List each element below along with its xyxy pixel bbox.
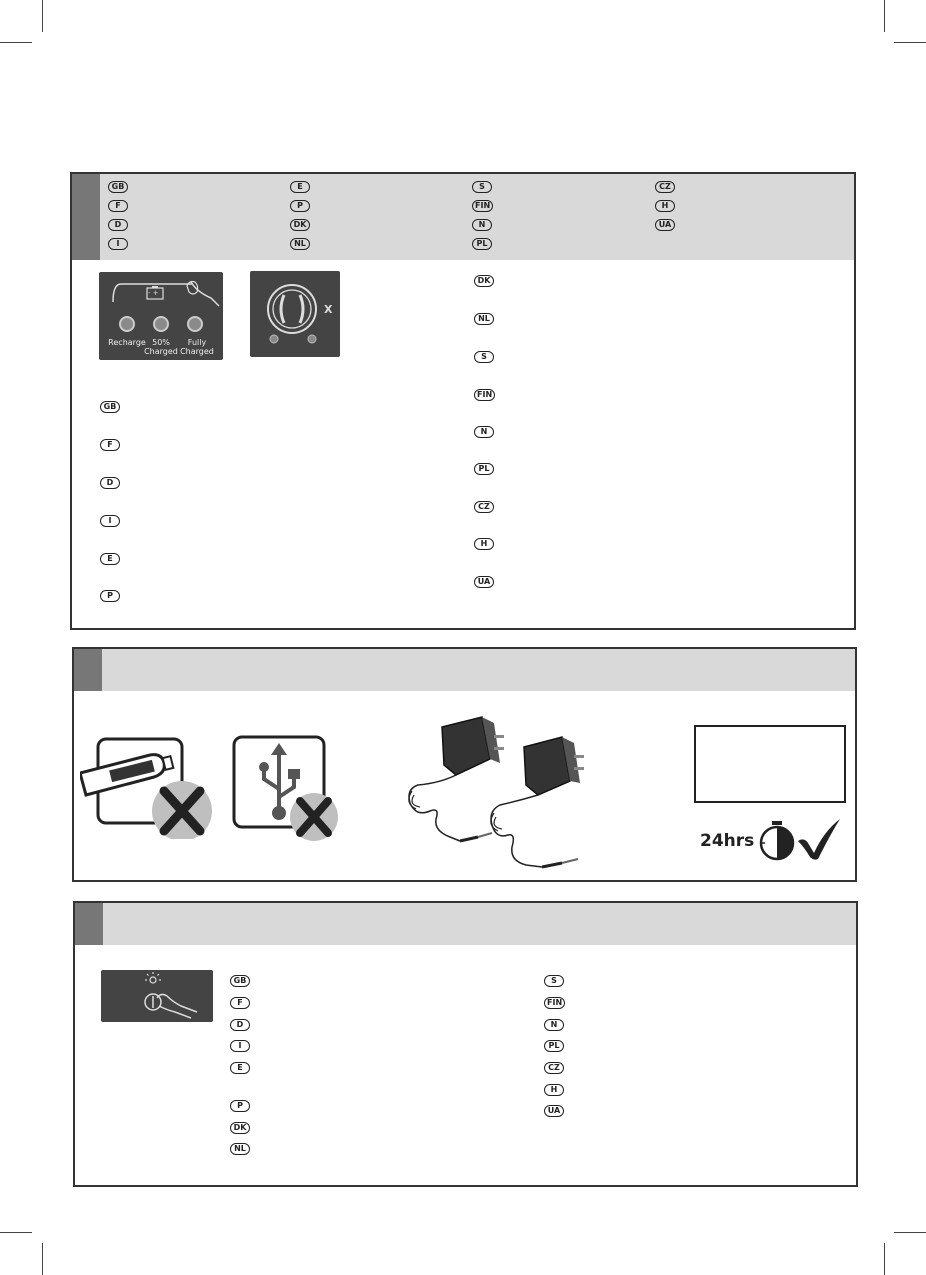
crop-mark xyxy=(42,1243,43,1275)
battery-symbol: - + xyxy=(148,289,159,297)
crop-mark xyxy=(894,42,926,43)
panel-charging xyxy=(72,647,857,882)
lang-badge-ua: UA xyxy=(474,576,494,588)
panel-tab xyxy=(74,649,102,691)
lang-badge-f: F xyxy=(100,439,120,451)
panel-header xyxy=(75,903,856,945)
lang-badge-p: P xyxy=(230,1100,250,1112)
led-status-illustration xyxy=(99,272,223,360)
lang-badge-h: H xyxy=(474,538,494,550)
panel-light xyxy=(73,901,858,1187)
crop-mark xyxy=(0,1232,32,1233)
led-label-full: Fully Charged xyxy=(180,338,214,356)
battery-button-icon xyxy=(99,272,223,312)
panel-tab xyxy=(72,174,100,260)
lang-badge-nl: NL xyxy=(474,313,494,325)
lang-badge-fin: FIN xyxy=(472,200,493,212)
no-usb-icon xyxy=(228,733,348,843)
lang-badge-h: H xyxy=(655,200,675,212)
lang-badge-e: E xyxy=(290,181,310,193)
lang-badge-p: P xyxy=(290,200,310,212)
crop-mark xyxy=(0,42,32,43)
charge-duration: 24hrs xyxy=(700,831,755,851)
lang-badge-h: H xyxy=(544,1084,564,1096)
lang-badge-ua: UA xyxy=(655,219,675,231)
lang-badge-gb: GB xyxy=(100,401,120,413)
lang-badge-n: N xyxy=(472,219,492,231)
x-mark: X xyxy=(324,303,333,316)
lang-badge-i: I xyxy=(100,515,120,527)
lang-badge-pl: PL xyxy=(544,1040,564,1052)
light-button-illustration xyxy=(101,970,213,1022)
lang-badge-dk: DK xyxy=(230,1122,250,1134)
light-icon xyxy=(101,970,213,1022)
crop-mark xyxy=(42,0,43,32)
lang-badge-fin: FIN xyxy=(544,997,565,1009)
lang-badge-pl: PL xyxy=(472,238,492,250)
no-battery-icon xyxy=(80,729,220,839)
lang-badge-n: N xyxy=(544,1019,564,1031)
led-recharge xyxy=(119,316,135,332)
lang-badge-s: S xyxy=(474,351,494,363)
lang-badge-e: E xyxy=(100,553,120,565)
device-illustration xyxy=(250,271,340,357)
power-adapter-icon xyxy=(400,713,600,888)
crop-mark xyxy=(894,1232,926,1233)
lang-badge-i: I xyxy=(108,238,128,250)
lang-badge-cz: CZ xyxy=(655,181,675,193)
crop-mark xyxy=(884,1243,885,1275)
lang-badge-dk: DK xyxy=(290,219,310,231)
led-fully-charged xyxy=(187,316,203,332)
led-label-half: 50% Charged xyxy=(144,338,178,356)
lang-badge-f: F xyxy=(108,200,128,212)
lang-badge-i: I xyxy=(230,1040,250,1052)
crop-mark xyxy=(884,0,885,32)
lang-badge-ua: UA xyxy=(544,1105,564,1117)
info-box xyxy=(694,725,846,803)
lang-badge-p: P xyxy=(100,590,120,602)
lang-badge-s: S xyxy=(472,181,492,193)
lang-badge-cz: CZ xyxy=(544,1062,564,1074)
panel-header xyxy=(74,649,855,691)
lang-badge-pl: PL xyxy=(474,463,494,475)
panel-header xyxy=(72,174,854,260)
checkmark-icon xyxy=(796,817,842,861)
lang-badge-fin: FIN xyxy=(474,389,495,401)
lang-badge-n: N xyxy=(474,426,494,438)
lang-badge-f: F xyxy=(230,997,250,1009)
lang-badge-d: D xyxy=(108,219,128,231)
panel-charge-status xyxy=(70,172,856,630)
led-label-recharge: Recharge xyxy=(108,338,146,347)
lang-badge-d: D xyxy=(100,477,120,489)
lang-badge-nl: NL xyxy=(290,238,310,250)
lang-badge-cz: CZ xyxy=(474,501,494,513)
lang-badge-e: E xyxy=(230,1062,250,1074)
lang-badge-gb: GB xyxy=(108,181,128,193)
lang-badge-dk: DK xyxy=(474,275,494,287)
timer-icon xyxy=(757,819,797,863)
led-half-charged xyxy=(153,316,169,332)
lang-badge-d: D xyxy=(230,1019,250,1031)
lang-badge-s: S xyxy=(544,975,564,987)
lang-badge-gb: GB xyxy=(230,975,250,987)
panel-tab xyxy=(75,903,103,945)
lang-badge-nl: NL xyxy=(230,1143,250,1155)
